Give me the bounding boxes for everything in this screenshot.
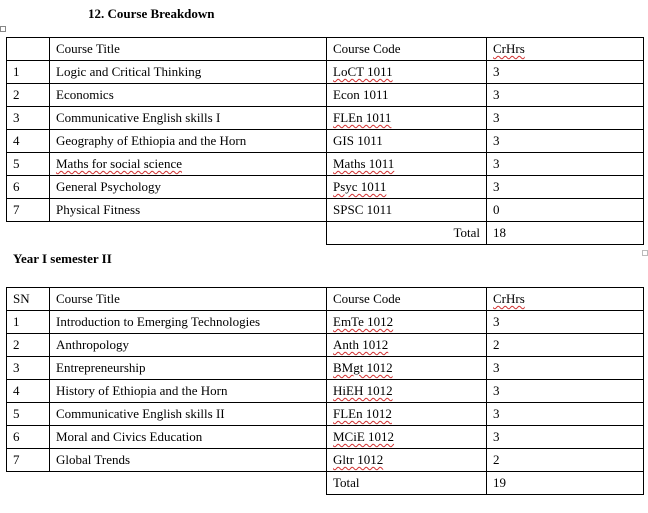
table-row bbox=[7, 61, 644, 84]
row-course-title bbox=[50, 311, 327, 334]
row-course-code bbox=[327, 107, 487, 130]
row-sn: 2 bbox=[7, 334, 50, 357]
row-course-code-text: GIS 1011 bbox=[333, 133, 383, 148]
row-sn: 2 bbox=[7, 84, 50, 107]
row-course-title-text: Economics bbox=[56, 87, 114, 102]
empty-cell bbox=[7, 222, 50, 245]
row-sn: 7 bbox=[7, 449, 50, 472]
row-crhrs: 3 bbox=[487, 426, 644, 449]
row-course-code bbox=[327, 61, 487, 84]
row-course-code bbox=[327, 130, 487, 153]
row-course-title-text: Geography of Ethiopia and the Horn bbox=[56, 133, 247, 148]
row-course-title-text: Maths for social science bbox=[56, 156, 182, 171]
row-crhrs: 3 bbox=[487, 84, 644, 107]
header-course-code: Course Code bbox=[327, 288, 487, 311]
total-label: Total bbox=[327, 472, 487, 495]
table-row bbox=[7, 107, 644, 130]
header-crhrs bbox=[487, 38, 644, 61]
row-course-title bbox=[50, 107, 327, 130]
row-crhrs: 3 bbox=[487, 380, 644, 403]
table-row bbox=[7, 449, 644, 472]
table-anchor-handle[interactable] bbox=[0, 26, 6, 32]
header-crhrs-text: CrHrs bbox=[493, 41, 525, 56]
row-crhrs: 3 bbox=[487, 403, 644, 426]
row-course-code bbox=[327, 380, 487, 403]
row-course-code-text: BMgt 1012 bbox=[333, 360, 393, 375]
header-course-title: Course Title bbox=[50, 288, 327, 311]
course-table-semester-1 bbox=[6, 37, 644, 245]
table-row bbox=[7, 130, 644, 153]
row-course-code bbox=[327, 357, 487, 380]
table-header-row bbox=[7, 288, 644, 311]
row-course-title-text: Logic and Critical Thinking bbox=[56, 64, 202, 79]
row-course-code bbox=[327, 311, 487, 334]
row-crhrs: 3 bbox=[487, 61, 644, 84]
table-row bbox=[7, 176, 644, 199]
row-course-code-text: Anth 1012 bbox=[333, 337, 389, 352]
row-crhrs: 2 bbox=[487, 334, 644, 357]
section-heading-year1-semester2: Year I semester II bbox=[13, 251, 112, 266]
row-crhrs: 3 bbox=[487, 130, 644, 153]
table-row bbox=[7, 311, 644, 334]
row-course-code bbox=[327, 176, 487, 199]
row-sn: 1 bbox=[7, 311, 50, 334]
row-sn: 7 bbox=[7, 199, 50, 222]
row-sn: 1 bbox=[7, 61, 50, 84]
total-value: 19 bbox=[487, 472, 644, 495]
row-course-code bbox=[327, 403, 487, 426]
row-sn: 6 bbox=[7, 426, 50, 449]
row-sn: 4 bbox=[7, 130, 50, 153]
row-course-title bbox=[50, 380, 327, 403]
row-course-code bbox=[327, 153, 487, 176]
row-course-code-text: EmTe 1012 bbox=[333, 314, 394, 329]
section-heading-course-breakdown: 12. Course Breakdown bbox=[88, 6, 215, 21]
row-course-code-text: SPSC 1011 bbox=[333, 202, 393, 217]
row-course-code-text: MCiE 1012 bbox=[333, 429, 395, 444]
row-crhrs: 0 bbox=[487, 199, 644, 222]
row-course-title-text: Introduction to Emerging Technologies bbox=[56, 314, 261, 329]
row-course-code-text: Gltr 1012 bbox=[333, 452, 384, 467]
empty-cell bbox=[7, 472, 50, 495]
table-row bbox=[7, 334, 644, 357]
row-course-title bbox=[50, 199, 327, 222]
row-course-code bbox=[327, 426, 487, 449]
row-crhrs: 3 bbox=[487, 153, 644, 176]
row-course-title-text: Global Trends bbox=[56, 452, 131, 467]
row-course-code-text: FLEn 1012 bbox=[333, 406, 392, 421]
row-crhrs: 3 bbox=[487, 176, 644, 199]
row-course-code-text: Maths 1011 bbox=[333, 156, 395, 171]
row-course-title bbox=[50, 176, 327, 199]
table-header-row bbox=[7, 38, 644, 61]
row-course-title-text: Communicative English skills II bbox=[56, 406, 225, 421]
row-course-title-text: General Psychology bbox=[56, 179, 162, 194]
row-course-code-text: FLEn 1011 bbox=[333, 110, 392, 125]
row-crhrs: 3 bbox=[487, 357, 644, 380]
row-course-title-text: Moral and Civics Education bbox=[56, 429, 203, 444]
row-crhrs: 3 bbox=[487, 311, 644, 334]
total-label: Total bbox=[327, 222, 487, 245]
table-resize-handle[interactable] bbox=[642, 250, 648, 256]
row-course-title-text: Anthropology bbox=[56, 337, 129, 352]
row-course-code bbox=[327, 199, 487, 222]
header-course-code: Course Code bbox=[327, 38, 487, 61]
header-course-title: Course Title bbox=[50, 38, 327, 61]
table-row bbox=[7, 357, 644, 380]
table-row bbox=[7, 153, 644, 176]
header-sn: SN bbox=[7, 288, 50, 311]
total-row bbox=[7, 472, 644, 495]
row-course-code bbox=[327, 449, 487, 472]
row-course-title bbox=[50, 426, 327, 449]
row-crhrs: 3 bbox=[487, 107, 644, 130]
row-crhrs: 2 bbox=[487, 449, 644, 472]
row-course-title bbox=[50, 357, 327, 380]
table-row bbox=[7, 84, 644, 107]
row-course-code bbox=[327, 334, 487, 357]
header-sn bbox=[7, 38, 50, 61]
row-course-title-text: History of Ethiopia and the Horn bbox=[56, 383, 228, 398]
row-course-title bbox=[50, 84, 327, 107]
total-value: 18 bbox=[487, 222, 644, 245]
row-sn: 5 bbox=[7, 403, 50, 426]
row-course-title bbox=[50, 130, 327, 153]
row-course-code-text: LoCT 1011 bbox=[333, 64, 393, 79]
row-course-code-text: Econ 1011 bbox=[333, 87, 389, 102]
row-course-code-text: HiEH 1012 bbox=[333, 383, 393, 398]
course-table-semester-2 bbox=[6, 287, 644, 495]
row-course-title bbox=[50, 153, 327, 176]
empty-cell bbox=[50, 222, 327, 245]
header-crhrs-text: CrHrs bbox=[493, 291, 525, 306]
row-course-title-text: Entrepreneurship bbox=[56, 360, 146, 375]
table-row bbox=[7, 403, 644, 426]
header-crhrs bbox=[487, 288, 644, 311]
row-course-title-text: Physical Fitness bbox=[56, 202, 141, 217]
table-row bbox=[7, 426, 644, 449]
total-row bbox=[7, 222, 644, 245]
row-course-title bbox=[50, 449, 327, 472]
row-sn: 5 bbox=[7, 153, 50, 176]
row-course-title bbox=[50, 61, 327, 84]
row-course-title-text: Communicative English skills I bbox=[56, 110, 221, 125]
row-sn: 6 bbox=[7, 176, 50, 199]
empty-cell bbox=[50, 472, 327, 495]
row-sn: 3 bbox=[7, 357, 50, 380]
row-sn: 3 bbox=[7, 107, 50, 130]
row-course-title bbox=[50, 403, 327, 426]
row-sn: 4 bbox=[7, 380, 50, 403]
row-course-code bbox=[327, 84, 487, 107]
row-course-title bbox=[50, 334, 327, 357]
table-row bbox=[7, 199, 644, 222]
row-course-code-text: Psyc 1011 bbox=[333, 179, 387, 194]
table-row bbox=[7, 380, 644, 403]
